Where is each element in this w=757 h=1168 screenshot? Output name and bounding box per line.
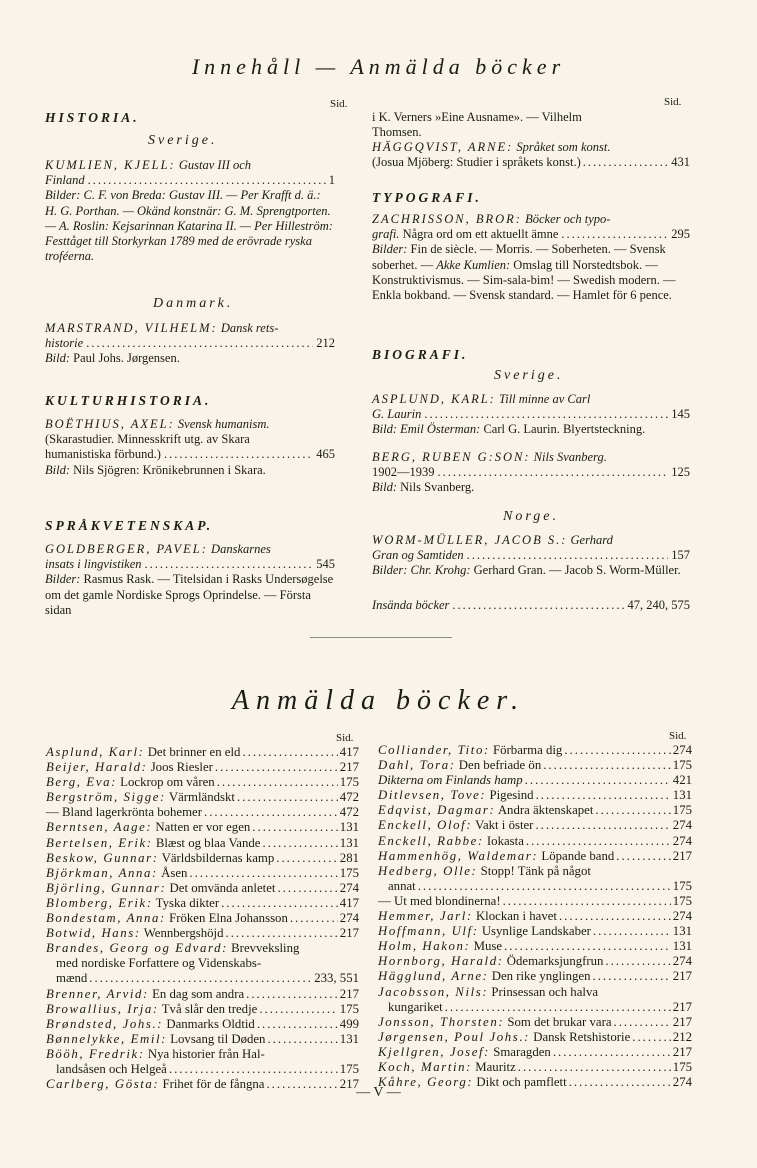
book-page: 217 xyxy=(672,969,692,984)
book-title: Pigesind xyxy=(489,788,534,803)
entry-line: (Skarastudier. Minnesskrift utg. av Skara xyxy=(45,432,250,447)
entry-title: Nils Svanberg. xyxy=(533,450,607,464)
entry-author: HÄGGQVIST, ARNE: xyxy=(372,140,514,154)
book-title: Frihet för de fångna xyxy=(162,1077,265,1092)
entry-line: (Josua Mjöberg: Studier i språkets konst.) xyxy=(372,155,581,170)
bilder-text: C. F. von Breda: Gustav III. — Per Krafft d. ä.: H. G. Porthan. — Okänd konstnär: G. M. Sprengtporten. — A. Roslin: Kejsarinnan Katarina II. — Per Hilleström: Festtåget till Storkyrkan 1789 med de erövrade ryska troféerna. xyxy=(45,188,333,264)
book-entry xyxy=(378,773,692,788)
book-author: Jacobsson, Nils: xyxy=(378,984,489,999)
sid-label-bottom-right: Sid. xyxy=(669,730,687,742)
book-page: 175 xyxy=(339,1061,359,1076)
entry-line: humanistiska förbund.) xyxy=(45,447,161,462)
book-page: 175 xyxy=(672,878,692,893)
book-title: Stopp! Tänk på något xyxy=(480,863,591,878)
entry-line: 1902—1939 xyxy=(372,465,435,480)
entry-page: 295 xyxy=(671,227,690,242)
book-title: Vakt i öster xyxy=(475,818,534,833)
book-title: En dag som andra xyxy=(152,986,245,1001)
book-title: Danmarks Oldtid xyxy=(166,1016,255,1031)
books-list-right xyxy=(378,743,692,1090)
entry-title: Danskarnes xyxy=(211,542,271,556)
book-page: 274 xyxy=(672,818,692,833)
book-entry xyxy=(378,894,692,909)
book-title: Dansk Retshistorie xyxy=(533,1029,631,1044)
book-entry xyxy=(46,790,359,805)
book-author: Berg, Eva: xyxy=(46,775,117,790)
entry-goldberger xyxy=(45,542,335,618)
book-entry xyxy=(378,969,692,984)
book-title: Andra äktenskapet xyxy=(497,803,594,818)
book-page: 274 xyxy=(339,911,359,926)
book-author: Hammenhög, Waldemar: xyxy=(378,848,539,863)
bild-text: Nils Sjögren: Krönikebrunnen i Skara. xyxy=(73,462,266,477)
book-page: 175 xyxy=(672,758,692,773)
entry-haggqvist xyxy=(372,140,690,170)
book-page: 175 xyxy=(672,803,692,818)
anmalda-heading: Anmälda böcker. xyxy=(231,685,526,716)
entry-author: MARSTRAND, VILHELM: xyxy=(45,321,218,335)
book-entry xyxy=(378,743,692,758)
book-author: Beskow, Gunnar: xyxy=(46,850,159,865)
book-page: 175 xyxy=(672,893,692,908)
book-title: Usynlige Landskaber xyxy=(481,924,591,939)
bilder-text: Rasmus Rask. — Titelsidan i Rasks Undersøgelse om det gamle Nordiske Sprogs Oprindelse. — Första sidan xyxy=(45,572,334,617)
entry-line: i K. Verners »Eine Ausname». — Vilhelm xyxy=(372,110,582,124)
book-page: 274 xyxy=(672,954,692,969)
book-entry xyxy=(378,985,692,1015)
book-entry xyxy=(46,911,359,926)
book-page: 175 xyxy=(339,865,359,880)
entry-title: Språket som konst. xyxy=(516,140,611,154)
book-title: Värmländskt xyxy=(168,790,235,805)
book-entry xyxy=(46,1047,359,1077)
sid-label-left: Sid. xyxy=(330,98,348,110)
entry-author: ASPLUND, KARL: xyxy=(372,392,496,406)
entry-title-cont: historie xyxy=(45,336,84,351)
book-author: Hemmer, Jarl: xyxy=(378,909,473,924)
book-title: Dikt och pamflett xyxy=(476,1075,567,1090)
book-title: Löpande band xyxy=(541,848,615,863)
entry-title: Gustav III och xyxy=(178,158,252,172)
book-author: Botwid, Hans: xyxy=(46,926,141,941)
book-title-cont: annat xyxy=(388,878,416,893)
book-author: Dahl, Tora: xyxy=(378,758,456,773)
book-author: Edqvist, Dagmar: xyxy=(378,803,496,818)
book-author: Björling, Gunnar: xyxy=(46,880,167,895)
book-page: 175 xyxy=(672,1059,692,1074)
bilder-text: Fin de siècle. — Morris. — Soberheten. — Svensk soberhet. — xyxy=(372,242,666,272)
book-page: 217 xyxy=(672,1044,692,1059)
book-author: Jonsson, Thorsten: xyxy=(378,1014,505,1029)
book-title: Klockan i havet xyxy=(475,909,557,924)
book-entry xyxy=(46,745,359,760)
book-title-cont: landsåsen och Helgeå xyxy=(56,1061,167,1076)
entry-page: 545 xyxy=(316,557,335,572)
entry-berg xyxy=(372,450,690,496)
bilder-text: Gerhard Gran. — Jacob S. Worm-Müller. xyxy=(473,563,681,578)
book-author: Koch, Martin: xyxy=(378,1059,473,1074)
entry-page: 431 xyxy=(671,155,690,170)
section-sprakvetenskap: SPRÅKVETENSKAP. xyxy=(45,518,214,533)
bild-label: Bild: xyxy=(372,422,397,437)
entry-author: BOËTHIUS, AXEL: xyxy=(45,417,175,431)
book-title: Ödemarksjungfrun xyxy=(506,954,604,969)
entry-title-cont: insats i lingvistiken xyxy=(45,557,142,572)
entry-page: 157 xyxy=(671,548,690,563)
book-page: 217 xyxy=(339,760,359,775)
book-page: 175 xyxy=(339,1001,359,1016)
book-title: Joos Riesler xyxy=(150,760,213,775)
book-author: Enckell, Rabbe: xyxy=(378,833,484,848)
book-title: Nya historier från Hal- xyxy=(147,1046,265,1061)
book-entry xyxy=(46,805,359,820)
book-author: Asplund, Karl: xyxy=(46,745,145,759)
book-title: Det brinner en eld xyxy=(147,745,241,759)
entry-worm-muller xyxy=(372,533,690,579)
divider xyxy=(310,637,452,638)
entry-page: 145 xyxy=(671,407,690,422)
book-page: 274 xyxy=(672,909,692,924)
book-title: Som det brukar vara xyxy=(507,1014,612,1029)
book-author: Carlberg, Gösta: xyxy=(46,1077,160,1092)
bilder-label: Bilder: xyxy=(372,242,408,257)
entry-title: Till minne av Carl xyxy=(498,392,591,406)
entry-title: Böcker och typo- xyxy=(525,212,611,226)
book-title-cont: med nordiske Forfattere og Videnskabs- xyxy=(56,956,262,971)
entry-author: ZACHRISSON, BROR: xyxy=(372,212,522,226)
book-page: 217 xyxy=(672,1014,692,1029)
book-entry xyxy=(378,818,692,833)
entry-title: Svensk humanism. xyxy=(177,417,270,431)
book-title: Blæst og blaa Vande xyxy=(155,835,261,850)
section-biografi: BIOGRAFI. xyxy=(372,347,469,362)
book-entry xyxy=(46,851,359,866)
book-title: Åsen xyxy=(161,865,188,880)
bilder-text: Omslag till Norstedtsbok. — Konstruktivismus. — Sim-sala-bim! — Swedish modern. — Enkla bokband. — Svensk standard. — Hamlet för 6 pence. xyxy=(372,257,676,303)
entry-author: WORM-MÜLLER, JACOB S.: xyxy=(372,533,568,547)
book-author: Brøndsted, Johs.: xyxy=(46,1016,164,1031)
entry-title: Gerhard xyxy=(570,533,613,547)
book-entry xyxy=(378,954,692,969)
bild-artist: Emil Österman: xyxy=(400,422,481,437)
book-page: 131 xyxy=(339,835,359,850)
book-page: 274 xyxy=(339,880,359,895)
book-entry xyxy=(46,1017,359,1032)
entry-zachrisson xyxy=(372,212,690,303)
entry-title-cont: G. Laurin xyxy=(372,407,422,422)
book-page: 217 xyxy=(339,986,359,1001)
bilder-label: Bilder: xyxy=(45,188,81,203)
book-title: Det omvända anletet xyxy=(169,880,276,895)
book-page: 274 xyxy=(672,743,692,757)
book-entry xyxy=(378,803,692,818)
book-author: Hedberg, Olle: xyxy=(378,863,478,878)
book-title: Förbarma dig xyxy=(493,743,563,757)
book-page: 175 xyxy=(339,775,359,790)
page-folio: — V — xyxy=(356,1085,401,1100)
book-page: 212 xyxy=(672,1029,692,1044)
book-title: Smaragden xyxy=(493,1044,551,1059)
book-page: 131 xyxy=(672,939,692,954)
section-kulturhistoria: KULTURHISTORIA. xyxy=(45,393,212,408)
book-entry xyxy=(378,788,692,803)
book-entry xyxy=(46,775,359,790)
book-author: Björkman, Anna: xyxy=(46,865,158,880)
entry-title: Dansk rets- xyxy=(220,321,279,335)
book-entry xyxy=(378,939,692,954)
bilder-label: Bilder: xyxy=(372,563,408,578)
book-page: 131 xyxy=(672,788,692,803)
book-entry xyxy=(378,834,692,849)
bilder-label: Bilder: xyxy=(45,572,81,587)
book-entry xyxy=(46,866,359,881)
book-entry xyxy=(378,1030,692,1045)
bild-text: Paul Johs. Jørgensen. xyxy=(73,351,180,366)
book-page: 131 xyxy=(339,1031,359,1046)
entry-author: KUMLIEN, KJELL: xyxy=(45,158,176,172)
bild-label: Bild: xyxy=(45,462,70,477)
book-author: Berntsen, Aage: xyxy=(46,820,153,835)
bild-label: Bild: xyxy=(372,480,397,495)
section-typografi: TYPOGRAFI. xyxy=(372,190,482,205)
bild-text: Nils Svanberg. xyxy=(400,480,475,495)
book-author: Jørgensen, Poul Johs.: xyxy=(378,1029,531,1044)
book-title: Iokasta xyxy=(486,833,524,848)
book-title: Wennbergshöjd xyxy=(143,926,224,941)
book-page: 421 xyxy=(672,773,692,788)
book-page: 233, 551 xyxy=(314,971,359,986)
entry-line: Några ord om ett aktuellt ämne xyxy=(402,227,559,242)
book-entry xyxy=(46,760,359,775)
book-entry xyxy=(46,881,359,896)
book-entry xyxy=(378,1045,692,1060)
book-entry xyxy=(46,987,359,1002)
book-title: Prinsessan och halva xyxy=(491,984,599,999)
book-title: — Ut med blondinerna! xyxy=(378,893,501,908)
book-title: Världsbildernas kamp xyxy=(161,850,275,865)
book-entry xyxy=(378,758,692,773)
book-author: Kjellgren, Josef: xyxy=(378,1044,491,1059)
entry-insanda-bocker xyxy=(372,598,690,613)
book-page: 131 xyxy=(672,924,692,939)
book-entry xyxy=(46,836,359,851)
book-title: — Bland lagerkrönta bohemer xyxy=(46,805,202,820)
book-author: Hägglund, Arne: xyxy=(378,969,489,984)
entry-title-cont: grafi. xyxy=(372,227,400,242)
book-entry xyxy=(46,820,359,835)
entry-author: BERG, RUBEN G:SON: xyxy=(372,450,531,464)
book-entry xyxy=(46,941,359,986)
bilder-artist: Akke Kumlien: xyxy=(436,257,511,272)
book-author: Holm, Hakon: xyxy=(378,939,471,954)
book-title-cont: mænd xyxy=(56,971,88,986)
bilder-artist: Chr. Krohg: xyxy=(410,563,471,578)
subsection-sverige-biografi: Sverige. xyxy=(494,368,564,383)
entry-marstrand xyxy=(45,321,335,367)
book-title: Tyska dikter xyxy=(155,895,220,910)
book-author: Browallius, Irja: xyxy=(46,1001,159,1016)
book-author: Bondestam, Anna: xyxy=(46,911,166,926)
entry-boethius xyxy=(45,417,335,478)
book-title: Två slår den tredje xyxy=(161,1001,258,1016)
entry-title-cont: Finland xyxy=(45,173,85,188)
book-author: Enckell, Olof: xyxy=(378,818,473,833)
book-page: 131 xyxy=(339,820,359,835)
insanda-label: Insända böcker xyxy=(372,598,450,612)
entry-asplund xyxy=(372,392,690,438)
entry-page: 212 xyxy=(316,336,335,351)
book-author: Bööh, Fredrik: xyxy=(46,1046,145,1061)
bild-text: Carl G. Laurin. Blyertsteckning. xyxy=(483,422,646,437)
book-author: Brenner, Arvid: xyxy=(46,986,149,1001)
entry-page: 125 xyxy=(671,465,690,480)
book-title: Muse xyxy=(473,939,503,954)
book-author: Colliander, Tito: xyxy=(378,743,490,757)
subsection-danmark: Danmark. xyxy=(153,296,234,311)
subsection-sverige: Sverige. xyxy=(148,133,218,148)
book-author: Beijer, Harald: xyxy=(46,760,148,775)
book-author: Bønnelykke, Emil: xyxy=(46,1031,167,1046)
book-entry xyxy=(378,849,692,864)
entry-kumlien xyxy=(45,158,335,264)
bild-label: Bild: xyxy=(45,351,70,366)
book-title: Lovsang til Døden xyxy=(170,1031,266,1046)
entry-line: Thomsen. xyxy=(372,125,422,140)
entry-page: 1 xyxy=(328,173,335,188)
book-author: Bergström, Sigge: xyxy=(46,790,166,805)
sid-label-right: Sid. xyxy=(664,96,682,108)
book-page: 417 xyxy=(339,895,359,910)
book-author: Ditlevsen, Tove: xyxy=(378,788,487,803)
book-page: 472 xyxy=(339,805,359,820)
book-entry xyxy=(378,924,692,939)
book-page: 217 xyxy=(339,1077,359,1092)
book-page: 472 xyxy=(339,790,359,805)
book-title: Brevveksling xyxy=(231,941,300,956)
books-list-left xyxy=(46,745,359,1092)
book-entry xyxy=(378,1015,692,1030)
book-author: Hoffmann, Ulf: xyxy=(378,924,479,939)
book-title: Den rike ynglingen xyxy=(491,969,591,984)
book-author: Bertelsen, Erik: xyxy=(46,835,153,850)
page-title: Innehåll — Anmälda böcker xyxy=(191,54,566,79)
subsection-norge: Norge. xyxy=(503,509,559,524)
book-title: Fröken Elna Johansson xyxy=(169,911,288,926)
book-author: Brandes, Georg og Edvard: xyxy=(46,941,228,956)
book-author: Kåhre, Georg: xyxy=(378,1075,474,1090)
book-author: Blomberg, Erik: xyxy=(46,895,153,910)
book-author: Hornborg, Harald: xyxy=(378,954,504,969)
book-entry xyxy=(378,1060,692,1075)
book-title: Lockrop om våren xyxy=(120,775,215,790)
book-page: 217 xyxy=(672,999,692,1014)
book-page: 274 xyxy=(672,833,692,848)
entry-page: 465 xyxy=(316,447,335,462)
book-title: Natten er vor egen xyxy=(155,820,251,835)
book-entry xyxy=(46,896,359,911)
book-entry xyxy=(378,864,692,894)
entry-author: GOLDBERGER, PAVEL: xyxy=(45,542,208,556)
insanda-pages: 47, 240, 575 xyxy=(627,598,690,612)
sid-label-bottom-left: Sid. xyxy=(336,732,354,744)
section-historia: HISTORIA. xyxy=(45,110,140,125)
book-page: 217 xyxy=(672,848,692,863)
book-entry xyxy=(46,926,359,941)
book-title-cont: kungariket xyxy=(388,999,443,1014)
book-entry xyxy=(46,1002,359,1017)
book-entry xyxy=(46,1032,359,1047)
entry-continuation xyxy=(372,110,690,140)
book-page: 281 xyxy=(339,850,359,865)
book-page: 499 xyxy=(339,1016,359,1031)
book-page: 274 xyxy=(672,1075,692,1090)
entry-title-cont: Gran og Samtiden xyxy=(372,548,464,563)
book-page: 217 xyxy=(339,926,359,941)
book-page: 417 xyxy=(339,745,359,759)
book-entry xyxy=(378,909,692,924)
book-title: Mauritz xyxy=(475,1059,516,1074)
book-author: Dikterna om Finlands hamp xyxy=(378,773,523,788)
book-title: Den befriade ön xyxy=(458,758,542,773)
